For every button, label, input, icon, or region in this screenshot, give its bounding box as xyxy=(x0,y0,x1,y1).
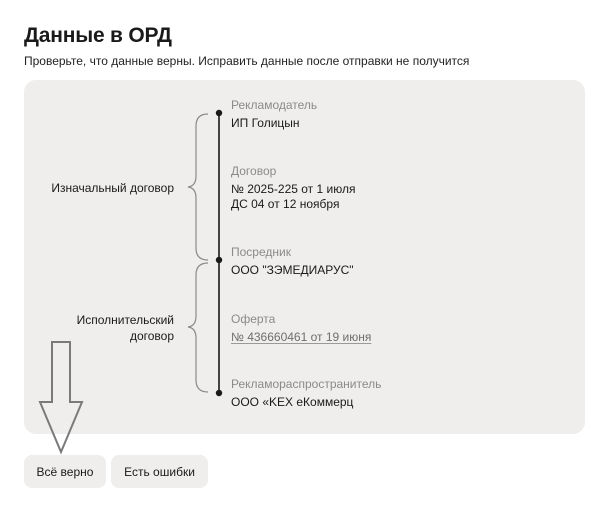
field-value-intermediary: ООО "ЗЭМЕДИАРУС" xyxy=(231,263,354,277)
field-value-distributor: ООО «KEX еКоммерц xyxy=(231,395,354,409)
field-value-advertiser: ИП Голицын xyxy=(231,116,300,130)
group-label-executive-line2: договор xyxy=(129,329,174,343)
field-label-advertiser: Рекламодатель xyxy=(231,98,318,112)
field-label-offer: Оферта xyxy=(231,312,276,326)
field-value-contract-line1: № 2025-225 от 1 июля xyxy=(231,182,356,196)
report-errors-button[interactable]: Есть ошибки xyxy=(111,455,208,488)
group-label-initial-contract: Изначальный договор xyxy=(51,181,174,195)
group-label-executive-contract xyxy=(77,312,174,344)
page-subtitle: Проверьте, что данные верны. Исправить данные после отправки не получится xyxy=(24,54,470,68)
page-title: Данные в ОРД xyxy=(24,24,172,47)
field-label-distributor: Рекламораспространитель xyxy=(231,377,382,391)
field-value-contract-line2: ДС 04 от 12 ноября xyxy=(231,197,340,211)
offer-link[interactable]: № 436660461 от 19 июня xyxy=(231,330,372,344)
confirm-button[interactable]: Всё верно xyxy=(24,455,106,488)
group-label-executive-line1: Исполнительский xyxy=(76,313,174,327)
field-label-intermediary: Посредник xyxy=(231,245,291,259)
field-label-contract: Договор xyxy=(231,164,277,178)
